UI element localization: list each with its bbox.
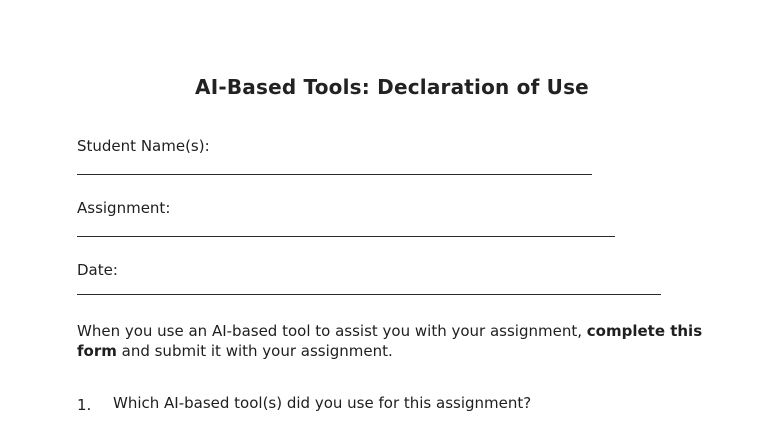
student-name-line[interactable] <box>77 174 592 175</box>
instructions-text-before: When you use an AI-based tool to assist you with your assignment, <box>77 322 587 340</box>
date-line[interactable] <box>77 294 661 295</box>
instructions-text-bold: complete this form <box>77 322 703 360</box>
assignment-line[interactable] <box>77 236 615 237</box>
student-name-label: Student Name(s): <box>77 137 210 155</box>
instructions-paragraph <box>77 321 717 361</box>
question-1-text: Which AI-based tool(s) did you use for this assignment? <box>113 394 532 412</box>
assignment-label: Assignment: <box>77 199 171 217</box>
question-1-number: 1. <box>77 396 92 414</box>
document-title: AI-Based Tools: Declaration of Use <box>195 75 589 99</box>
date-label: Date: <box>77 261 118 279</box>
instructions-text-after: and submit it with your assignment. <box>116 342 393 360</box>
